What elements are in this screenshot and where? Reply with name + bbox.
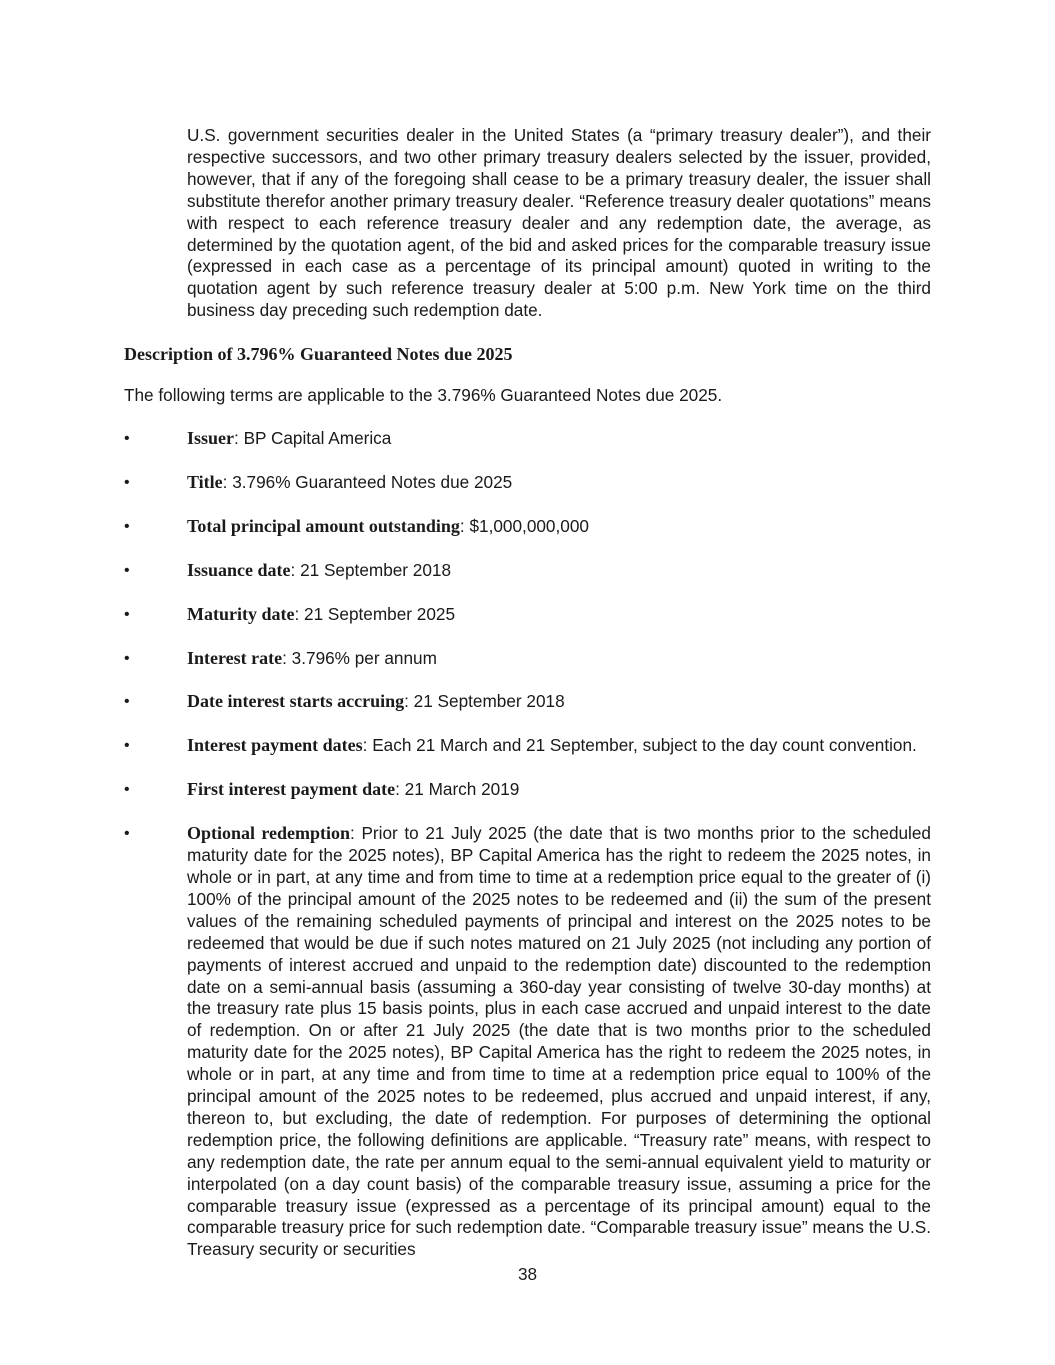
bullet-icon: •	[124, 825, 130, 843]
term-value: : 21 March 2019	[395, 779, 520, 800]
term-label: Interest payment dates	[187, 735, 363, 756]
term-value: : Prior to 21 July 2025 (the date that is two months prior to the scheduled maturity date for the 2025 notes), BP Capital America has the right to redeem the 2025 notes, in whole or in part, at any time and from time to time at a redemption price equal to the greater of (i) 100% of the principal amount of the 2025 notes to be redeemed and (ii) the sum of the present values of the remaining scheduled payments of principal and interest on the 2025 notes to be redeemed that would be due if such notes matured on 21 July 2025 (not including any portion of payments of interest accrued and unpaid to the redemption date) discounted to the redemption date on a semi-annual basis (assuming a 360-day year consisting of twelve 30-day months) at the treasury rate plus 15 basis points, plus in each case accrued and unpaid interest to the date of redemption. On or after 21 July 2025 (the date that is two months prior to the scheduled maturity date for the 2025 notes), BP Capital America has the right to redeem the 2025 notes, in whole or in part, at any time and from time to time at a redemption price equal to 100% of the principal amount of the 2025 notes to be redeemed, plus accrued and unpaid interest, if any, thereon to, but excluding, the date of redemption. For purposes of determining the optional redemption price, the following definitions are applicable. “Treasury rate” means, with respect to any redemption date, the rate per annum equal to the semi-annual equivalent yield to maturity or interpolated (on a day count basis) of the comparable treasury issue, assuming a price for the comparable treasury issue (expressed as a percentage of its principal amount) equal to the comparable treasury price for such redemption date. “Comparable treasury issue” means the U.S. Treasury security or securities	[187, 823, 931, 1260]
term-label: Issuance date	[187, 559, 291, 580]
term-label: Maturity date	[187, 603, 295, 624]
list-item-text	[187, 735, 931, 757]
list-item-issuer	[124, 428, 931, 450]
term-value: : $1,000,000,000	[459, 515, 589, 536]
list-item-text	[187, 428, 931, 450]
term-label: Date interest starts accruing	[187, 691, 405, 712]
term-label: Issuer	[187, 428, 235, 448]
term-value: : Each 21 March and 21 September, subject to the day count convention.	[362, 735, 917, 756]
page-number: 38	[517, 1264, 538, 1284]
list-item-text	[187, 604, 931, 626]
bullet-icon: •	[124, 605, 130, 623]
section-heading: Description of 3.796% Guaranteed Notes due 2025	[124, 344, 513, 364]
term-value: : 21 September 2018	[404, 691, 565, 712]
list-item-title	[124, 472, 931, 494]
list-item-text	[187, 823, 931, 1261]
list-item-text	[187, 560, 931, 582]
list-item-payment-dates	[124, 735, 931, 757]
term-label: Interest rate	[187, 647, 283, 668]
list-item-text	[187, 691, 931, 713]
bullet-icon: •	[124, 561, 130, 579]
term-label: Optional redemption	[187, 823, 351, 844]
bullet-icon: •	[124, 649, 130, 667]
term-value: : 3.796% Guaranteed Notes due 2025	[222, 471, 513, 492]
bullet-icon: •	[124, 473, 130, 491]
term-label: Total principal amount outstanding	[187, 515, 460, 536]
section-intro: The following terms are applicable to the 3.796% Guaranteed Notes due 2025.	[124, 385, 723, 405]
bullet-icon: •	[124, 693, 130, 711]
bullet-icon: •	[124, 517, 130, 535]
bullet-icon: •	[124, 781, 130, 799]
list-item-optional-redemption	[124, 823, 931, 1261]
list-item-text	[187, 779, 931, 801]
list-item-accrual-start	[124, 691, 931, 713]
list-item-text	[187, 648, 931, 670]
term-value: : 21 September 2018	[290, 559, 452, 580]
continuation-paragraph: U.S. government securities dealer in the United States (a “primary treasury dealer”), and their respective successors, and two other primary treasury dealers selected by the issuer, provided, however, that if any of the foregoing shall cease to be a primary treasury dealer, the issuer shall substitute therefor another primary treasury dealer. “Reference treasury dealer quotations” means with respect to each reference treasury dealer and any redemption date, the average, as determined by the quotation agent, of the bid and asked prices for the comparable treasury issue (expressed in each case as a percentage of its principal amount) quoted in writing to the quotation agent by such reference treasury dealer at 5:00 p.m. New York time on the third business day preceding such redemption date.	[187, 125, 931, 321]
term-value: : BP Capital America	[234, 428, 392, 448]
list-item-maturity-date	[124, 604, 931, 626]
list-item-interest-rate	[124, 648, 931, 670]
list-item-total-principal	[124, 516, 931, 538]
term-value: : 3.796% per annum	[282, 647, 437, 668]
term-label: Title	[187, 471, 223, 492]
list-item-first-payment	[124, 779, 931, 801]
term-label: First interest payment date	[187, 779, 396, 800]
bullet-icon: •	[124, 430, 130, 447]
list-item-text	[187, 472, 931, 494]
list-item-text	[187, 516, 931, 538]
list-item-issuance-date	[124, 560, 931, 582]
term-value: : 21 September 2025	[294, 603, 456, 624]
terms-list	[124, 428, 931, 1283]
bullet-icon: •	[124, 737, 130, 755]
